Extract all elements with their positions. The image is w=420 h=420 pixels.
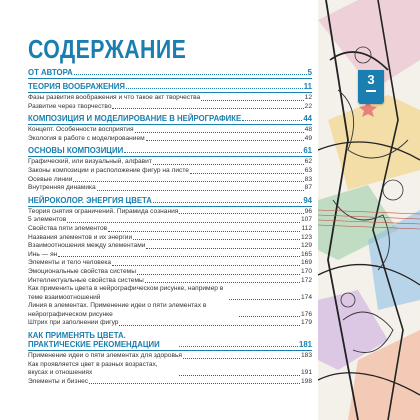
- section-title: ОТ АВТОРА: [28, 68, 73, 77]
- dot-leader: [119, 324, 300, 326]
- dot-leader: [73, 180, 303, 182]
- dot-leader: [133, 238, 300, 240]
- section-page: 5: [307, 68, 312, 77]
- section-page: 61: [303, 146, 312, 156]
- toc-item[interactable]: [28, 352, 312, 361]
- section-rule: [28, 78, 312, 79]
- toc-item[interactable]: [28, 234, 312, 243]
- item-title: Теория снятия ограничений. Пирамида сознания: [28, 207, 179, 215]
- toc-item[interactable]: [28, 176, 312, 185]
- toc-item[interactable]: [28, 94, 312, 103]
- dot-leader: [242, 119, 302, 121]
- item-title: Интеллектуальные свойства системы: [28, 276, 144, 284]
- dot-leader: [74, 73, 307, 75]
- section-page: 94: [303, 195, 312, 205]
- item-title: Штрих при заполнении фигур: [28, 319, 119, 327]
- toc-item[interactable]: [28, 216, 312, 225]
- item-title: Как применить цвета в нейрографическом рисунке, например в теме взаимоотношений: [28, 285, 224, 301]
- toc-section: [28, 82, 312, 111]
- section-heading[interactable]: [28, 146, 312, 155]
- dot-leader: [190, 172, 304, 174]
- section-title: КОМПОЗИЦИЯ И МОДЕЛИРОВАНИЕ В НЕЙРОГРАФИКЕ: [28, 114, 242, 124]
- toc-section: [28, 68, 312, 79]
- dot-leader: [145, 281, 300, 283]
- item-title: Графический, или визуальный, алфавит: [28, 158, 152, 166]
- dot-leader: [137, 273, 300, 275]
- item-page: 129: [300, 242, 312, 250]
- item-page: 198: [300, 377, 312, 385]
- dot-leader: [229, 298, 300, 300]
- item-page: 172: [300, 276, 312, 284]
- toc-section: [28, 146, 312, 192]
- toc-item[interactable]: [28, 378, 312, 387]
- section-title: ОСНОВЫ КОМПОЗИЦИИ: [28, 146, 124, 156]
- section-heading[interactable]: [28, 196, 312, 205]
- toc-item[interactable]: [28, 259, 312, 268]
- dot-leader: [201, 99, 303, 101]
- item-title: Эмоциональные свойства системы: [28, 267, 136, 275]
- toc-section: [28, 114, 312, 143]
- item-page: 165: [300, 250, 312, 258]
- item-page: 107: [300, 216, 312, 224]
- item-title: Элементы и тело человека: [28, 259, 112, 267]
- item-page: 62: [304, 158, 312, 166]
- dot-leader: [89, 382, 300, 384]
- section-title: НЕЙРОКОЛОР. ЭНЕРГИЯ ЦВЕТА: [28, 195, 152, 205]
- item-title: Как проявляется цвет в разных возрастах, вкусах и отношениях: [28, 360, 158, 377]
- item-page: 112: [301, 224, 312, 232]
- item-page: 22: [304, 102, 312, 110]
- toc-section: [28, 196, 312, 328]
- dot-leader: [153, 201, 302, 203]
- item-title: Взаимоотношения между элементами: [28, 242, 146, 250]
- section-heading[interactable]: [28, 331, 312, 349]
- item-page: 170: [300, 267, 312, 275]
- item-page: 87: [304, 184, 312, 192]
- dot-leader: [146, 247, 300, 249]
- section-page: 11: [303, 82, 312, 91]
- item-page: 96: [304, 207, 312, 215]
- dot-leader: [153, 163, 304, 165]
- item-title: Элементы и бизнес: [28, 377, 89, 385]
- item-page: 191: [300, 369, 312, 377]
- toc-item[interactable]: [28, 302, 312, 319]
- toc-item[interactable]: [28, 319, 312, 328]
- item-page: 179: [300, 319, 312, 327]
- section-title: КАК ПРИМЕНЯТЬ ЦВЕТА. ПРАКТИЧЕСКИЕ РЕКОМЕНДАЦИИ: [28, 331, 160, 350]
- dot-leader: [67, 221, 300, 223]
- section-rule: [28, 206, 312, 207]
- item-title: Осевые линии: [28, 175, 73, 183]
- item-title: Названия элементов и их энергии: [28, 233, 133, 241]
- item-page: 49: [304, 134, 312, 142]
- dot-leader: [146, 139, 304, 141]
- dot-leader: [112, 107, 303, 109]
- dot-leader: [179, 345, 298, 347]
- item-title: Фазы развития воображения и что такое акт творчества: [28, 94, 201, 101]
- section-heading[interactable]: [28, 114, 312, 123]
- neurographic-illustration: [318, 0, 420, 420]
- toc-item[interactable]: [28, 167, 312, 176]
- dot-leader: [97, 189, 304, 191]
- section-rule: [28, 350, 312, 351]
- item-page: 169: [300, 259, 312, 267]
- item-title: 5 элементов: [28, 216, 67, 224]
- section-page: 44: [303, 114, 312, 124]
- item-title: Развитие через творчество: [28, 102, 112, 110]
- item-page: 12: [304, 94, 312, 101]
- toc-item[interactable]: [28, 184, 312, 193]
- toc-item[interactable]: [28, 242, 312, 251]
- toc-item[interactable]: [28, 103, 312, 112]
- item-page: 174: [300, 293, 312, 301]
- dot-leader: [179, 212, 303, 214]
- item-page: 123: [300, 233, 312, 241]
- table-of-contents: [28, 68, 312, 386]
- toc-item[interactable]: [28, 135, 312, 144]
- item-page: 48: [304, 126, 312, 134]
- item-title: Применение идеи о пяти элементах для здоровья: [28, 352, 182, 360]
- dot-leader: [239, 315, 300, 317]
- toc-item[interactable]: [28, 361, 312, 378]
- dot-leader: [58, 255, 300, 257]
- item-page: 183: [300, 352, 312, 360]
- dot-leader: [124, 151, 302, 153]
- toc-item[interactable]: [28, 208, 312, 217]
- dot-leader: [179, 374, 300, 376]
- item-page: 63: [304, 166, 312, 174]
- section-title: ТЕОРИЯ ВООБРАЖЕНИЯ: [28, 82, 126, 91]
- section-heading[interactable]: [28, 68, 312, 77]
- toc-item[interactable]: [28, 225, 312, 234]
- toc-item[interactable]: [28, 285, 312, 302]
- item-title: Линия в элементах. Применение идеи о пяти элементах в нейрографическом рисунке: [28, 302, 207, 318]
- item-title: Концепт. Особенности восприятия: [28, 126, 134, 134]
- toc-section: [28, 331, 312, 386]
- page-title: СОДЕРЖАНИЕ: [28, 34, 187, 64]
- toc-item[interactable]: [28, 126, 312, 135]
- dot-leader: [108, 230, 300, 232]
- chapter-bookmark-tab: [358, 70, 384, 104]
- item-title: Инь — ян: [28, 250, 58, 258]
- dot-leader: [183, 357, 300, 359]
- item-title: Внутренняя динамика: [28, 184, 96, 192]
- dot-leader: [126, 87, 303, 89]
- dot-leader: [112, 264, 300, 266]
- toc-item[interactable]: [28, 251, 312, 260]
- dot-leader: [135, 131, 304, 133]
- toc-item[interactable]: [28, 158, 312, 167]
- tab-underline: [366, 90, 376, 92]
- toc-item[interactable]: [28, 277, 312, 286]
- section-rule: [28, 92, 312, 93]
- item-page: 83: [304, 175, 312, 183]
- toc-item[interactable]: [28, 268, 312, 277]
- item-page: 176: [300, 310, 312, 318]
- item-title: Свойства пяти элементов: [28, 224, 108, 232]
- item-title: Законы композиции и расположение фигур на листе: [28, 166, 189, 174]
- section-heading[interactable]: [28, 82, 312, 91]
- section-page: 181: [298, 340, 312, 350]
- item-title: Экология в работе с моделированием: [28, 134, 145, 142]
- chapter-number: 3: [367, 72, 375, 87]
